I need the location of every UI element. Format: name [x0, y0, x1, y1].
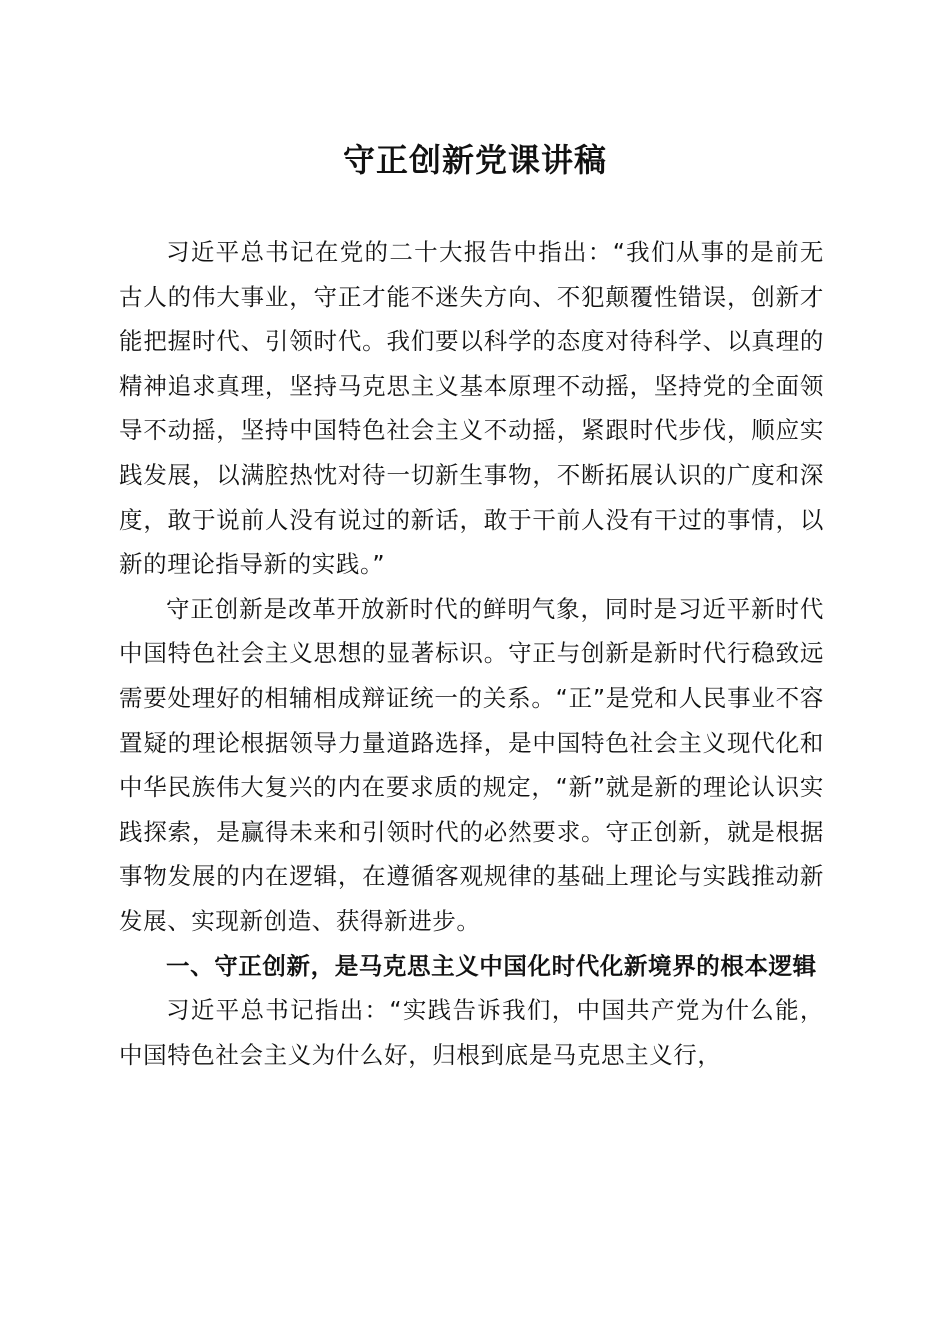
document-body: [119, 230, 824, 1077]
section-heading-1: 一、守正创新，是马克思主义中国化时代化新境界的根本逻辑: [166, 951, 817, 980]
body-paragraph-2: 守正创新是改革开放新时代的鲜明气象，同时是习近平新时代中国特色社会主义思想的显著标识。守正与创新是新时代行稳致远需要处理好的相辅相成辩证统一的关系。“正”是党和人民事业不容置疑的理论根据领导力量道路选择，是中国特色社会主义现代化和中华民族伟大复兴的内在要求质的规定，“新”就是新的理论认识实践探索，是赢得未来和引领时代的必然要求。守正创新，就是根据事物发展的内在逻辑，在遵循客观规律的基础上理论与实践推动新发展、实现新创造、获得新进步。: [119, 594, 824, 935]
document-title: 守正创新党课讲稿: [342, 141, 607, 179]
body-paragraph-1: 习近平总书记在党的二十大报告中指出：“我们从事的是前无古人的伟大事业，守正才能不迷失方向、不犯颠覆性错误，创新才能把握时代、引领时代。我们要以科学的态度对待科学、以真理的精神追求真理，坚持马克思主义基本原理不动摇，坚持党的全面领导不动摇，坚持中国特色社会主义不动摇，紧跟时代步伐，顺应实践发展，以满腔热忱对待一切新生事物，不断拓展认识的广度和深度，敢于说前人没有说过的新话，敢于干前人没有干过的事情，以新的理论指导新的实践。”: [119, 238, 824, 579]
section-1-paragraph-1: 习近平总书记指出：“实践告诉我们，中国共产党为什么能，中国特色社会主义为什么好，归根到底是马克思主义行，: [119, 996, 824, 1069]
